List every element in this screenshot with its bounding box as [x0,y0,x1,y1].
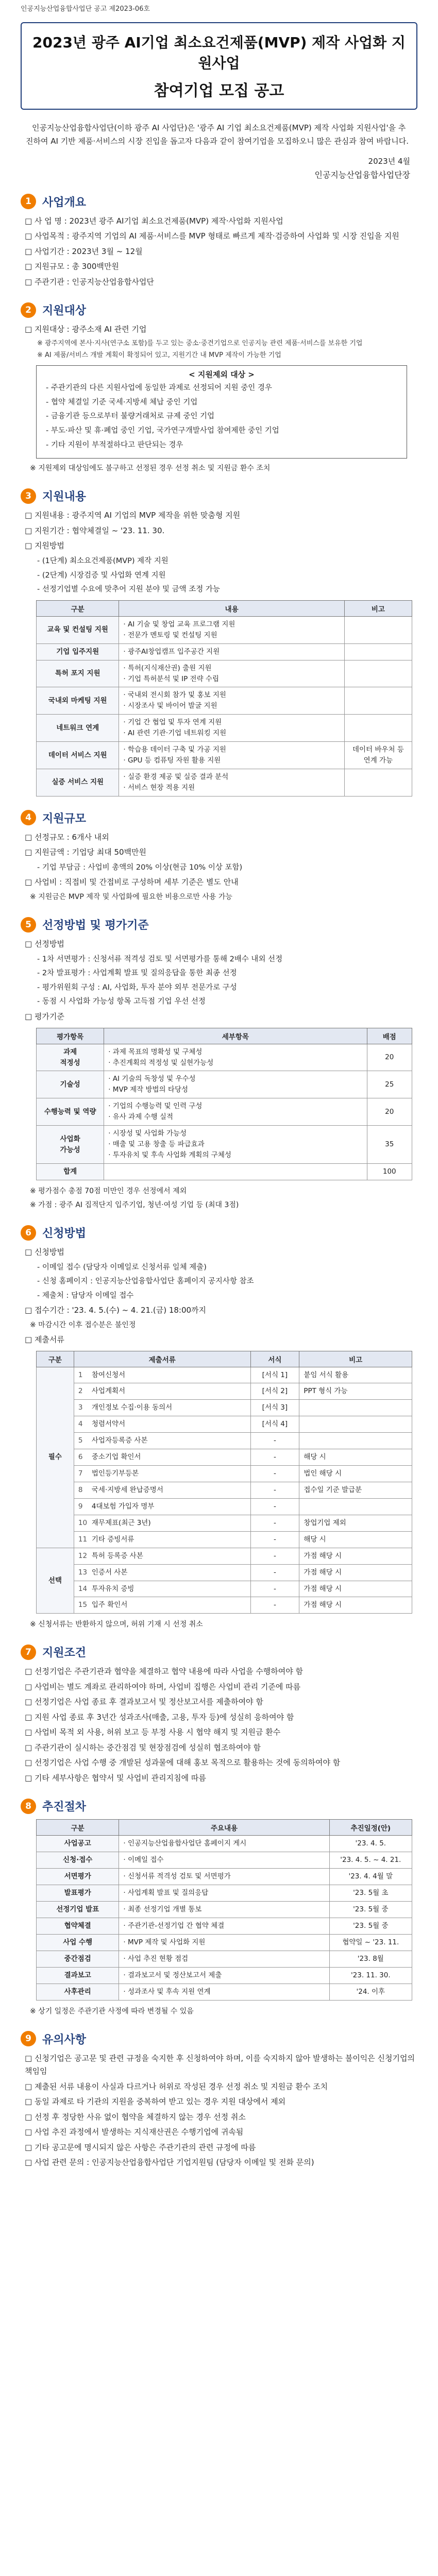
section-note: ※ 광주지역에 본사·지사(연구소 포함)를 두고 있는 중소·중견기업으로 인공지능 관련 제품·서비스를 보유한 기업 [37,339,363,347]
table-cell-content: · 학습용 데이터 구축 및 가공 지원 · GPU 등 컴퓨팅 자원 활용 지원 [119,742,344,769]
section-note: ※ 상기 일정은 주관기관 사정에 따라 변경될 수 있음 [30,2007,194,2015]
table-row [37,1515,412,1531]
section-number-badge: 3 [21,488,36,504]
table-cell-document [74,1531,250,1548]
schedule-content: · 주관기관-선정기업 간 협약 체결 [119,1918,329,1935]
schedule-table-wrap [36,1819,412,2000]
section-item: □ 사 업 명 : 2023년 광주 AI기업 최소요건제품(MVP) 제작·사업화 지원사업 [25,216,283,226]
section-item: □ 선정기업은 사업 수행 중 개발된 성과물에 대해 홍보 목적으로 활용하는 것에 동의하여야 함 [25,1758,341,1768]
table-cell-detail: · 과제 목표의 명확성 및 구체성 · 추진계획의 적정성 및 실현가능성 [104,1044,367,1071]
schedule-content: · 이메일 접수 [119,1852,329,1869]
table-cell-category: 교육 및 컨설팅 지원 [37,616,119,643]
document-name: 사업자등록증 사본 [91,1436,148,1445]
section-note: ※ 지원제외 대상임에도 불구하고 선정된 경우 선정 취소 및 지원금 환수 조치 [30,464,271,473]
schedule-content: · 최종 선정기업 개별 통보 [119,1902,329,1918]
table-cell-document [74,1400,250,1416]
table-cell-note [344,643,412,660]
section-item: □ 주관기관이 실시하는 중간점검 및 현장점검에 성실히 협조하여야 함 [25,1742,261,1752]
table-cell-note: 가점 해당 시 [299,1548,412,1564]
section-item: □ 지원대상 : 광주소재 AI 관련 기업 [25,325,147,334]
section-title: 유의사항 [42,2033,87,2046]
section-title: 지원규모 [42,812,87,825]
table-cell-content: · 기업 간 협업 및 투자 연계 지원 · AI 관련 기관·기업 네트워킹 지원 [119,715,344,742]
table-cell-document [74,1498,250,1515]
table-row [37,1400,412,1416]
schedule-content: · 결과보고서 및 정산보고서 제출 [119,1967,329,1984]
evaluation-table-wrap [36,1028,412,1180]
table-cell-category: 기업 입주지원 [37,643,119,660]
table-cell-form: [서식 1] [250,1367,299,1383]
section-item: □ 사업비는 별도 계좌로 관리하여야 하며, 사업비 집행은 사업비 관리 기준에 따름 [25,1682,301,1691]
section-subitem: - 이메일 접수 (담당자 이메일로 신청서류 일체 제출) [37,1263,207,1272]
table-cell-note: 해당 시 [299,1449,412,1466]
document-name: 개인정보 수집·이용 동의서 [91,1403,173,1412]
notice-title-line1: 2023년 광주 AI기업 최소요건제품(MVP) 제작 사업화 지원사업 [32,34,406,72]
table-header: 비고 [299,1351,412,1367]
schedule-table [36,1819,412,2000]
notice-number: 인공지능산업융합사업단 공고 제2023-06호 [21,5,150,13]
document-name: 중소기업 확인서 [91,1453,141,1462]
section-item: □ 선정규모 : 6개사 내외 [25,832,109,842]
table-cell-note: 붙임 서식 활용 [299,1367,412,1383]
section-number-badge: 5 [21,917,36,933]
section-number-badge: 8 [21,1799,36,1814]
table-row [37,1044,412,1071]
section-title: 신청방법 [42,1227,87,1240]
section-title: 선정방법 및 평가기준 [42,919,149,933]
document-number: 5 [78,1436,83,1445]
table-cell-content: · AI 기술 및 창업 교육 프로그램 지원 · 전문가 멘토링 및 컨설팅 지원 [119,616,344,643]
table-row [37,1163,412,1180]
section-item: □ 주관기관 : 인공지능산업융합사업단 [25,277,154,286]
schedule-row [37,1902,412,1918]
table-cell-note: 창업기업 제외 [299,1515,412,1531]
table-cell-form: - [250,1433,299,1449]
schedule-step: 협약체결 [37,1918,119,1935]
table-cell-group: 필수 [37,1367,74,1548]
schedule-step: 사업 수행 [37,1934,119,1951]
schedule-step: 신청·접수 [37,1852,119,1869]
lead-paragraph: 인공지능산업융합사업단(이하 광주 AI 사업단)은 '광주 AI 기업 최소요건제품(MVP) 제작 사업화 지원사업'을 추진하여 AI 기반 제품·서비스의 시장 진입을 돕고자 다음과 같이 참여기업을 모집하오니 많은 관심과 참여 바랍니다. [26,123,409,146]
table-header: 배점 [367,1028,412,1044]
document-number: 13 [78,1568,88,1577]
schedule-content: · 사업 추진 현황 점검 [119,1951,329,1967]
table-cell-form: - [250,1449,299,1466]
section-subitem: - (1단계) 최소요건제품(MVP) 제작 지원 [37,556,169,565]
schedule-date: '23. 4. 5. ~ 4. 21. [329,1852,412,1869]
exclusion-item: - 부도·파산 및 휴·폐업 중인 기업, 국가연구개발사업 참여제한 중인 기업 [46,427,279,435]
schedule-row [37,1852,412,1869]
table-cell-form: - [250,1515,299,1531]
table-row [37,643,412,660]
table-header: 구분 [37,1820,119,1836]
section-item: □ 사업기간 : 2023년 3월 ~ 12월 [25,246,143,256]
table-cell-document [74,1548,250,1564]
exclusion-item: - 금융기관 등으로부터 불량거래처로 규제 중인 기업 [46,412,215,421]
table-header: 평가항목 [37,1028,104,1044]
section-9-header [21,2031,417,2047]
section-title: 지원대상 [42,304,87,317]
section-item: □ 신청기업은 공고문 및 관련 규정을 숙지한 후 신청하여야 하며, 이를 숙지하지 않아 발생하는 불이익은 신청기업의 책임임 [25,2053,415,2076]
table-row [37,742,412,769]
table-row [37,1466,412,1482]
document-name: 청렴서약서 [91,1420,126,1429]
document-number: 15 [78,1601,88,1609]
section-subitem: - 기업 부담금 : 사업비 총액의 20% 이상(현금 10% 이상 포함) [37,863,243,872]
section-subitem: - 2차 발표평가 : 사업계획 발표 및 질의응답을 통한 최종 선정 [37,969,237,978]
section-number-badge: 9 [21,2031,36,2046]
table-row [37,1597,412,1614]
section-item: □ 선정방법 [25,939,64,949]
table-cell-note [344,687,412,715]
table-cell-document [74,1416,250,1433]
section-subitem: - 신청 홈페이지 : 인공지능산업융합사업단 홈페이지 공지사항 참조 [37,1277,254,1286]
table-cell-document [74,1449,250,1466]
schedule-row [37,1934,412,1951]
exclusion-box [36,365,407,459]
support-content-table-wrap [36,600,412,796]
section-item: □ 사업목적 : 광주지역 기업의 AI 제품·서비스를 MVP 형태로 빠르게 제작·검증하여 사업화 및 시장 진입을 지원 [25,231,399,241]
support-content-table [36,600,412,796]
table-row [37,715,412,742]
section-subitem: - (2단계) 시장검증 및 사업화 연계 지원 [37,571,166,580]
table-row [37,1531,412,1548]
table-row [37,1416,412,1433]
table-cell-document [74,1581,250,1597]
table-cell-note: 접수일 기준 발급분 [299,1482,412,1498]
document-name: 4대보험 가입자 명부 [91,1502,155,1511]
table-header: 내용 [119,600,344,616]
table-cell-note [299,1400,412,1416]
table-row [37,1367,412,1383]
section-number-badge: 7 [21,1645,36,1660]
table-cell-document [74,1597,250,1614]
table-cell-note [299,1498,412,1515]
section-item: □ 지원기간 : 협약체결일 ~ '23. 11. 30. [25,526,165,535]
schedule-step: 사업공고 [37,1836,119,1852]
section-subitem: - 동점 시 사업화 가능성 항목 고득점 기업 우선 선정 [37,997,206,1006]
document-name: 기타 증빙서류 [91,1535,134,1544]
section-3-header [21,488,417,504]
exclusion-item: - 기타 지원이 부적절하다고 판단되는 경우 [46,440,183,449]
schedule-date: '23. 11. 30. [329,1967,412,1984]
table-header: 서식 [250,1351,299,1367]
table-cell-document [74,1515,250,1531]
table-cell-form: - [250,1548,299,1564]
table-cell-score: 20 [367,1098,412,1126]
schedule-content: · MVP 제작 및 사업화 지원 [119,1934,329,1951]
schedule-row [37,1984,412,2000]
notice-title-line2: 참여기업 모집 공고 [154,82,284,100]
table-cell-note [344,660,412,687]
section-item: □ 지원내용 : 광주지역 AI 기업의 MVP 제작을 위한 맞춤형 지원 [25,511,241,520]
section-note: ※ 지원금은 MVP 제작 및 사업화에 필요한 비용으로만 사용 가능 [30,892,232,901]
document-number: 6 [78,1453,83,1462]
table-cell-criterion: 수행능력 및 역량 [37,1098,104,1126]
schedule-content: · 성과조사 및 후속 지원 연계 [119,1984,329,2000]
document-number: 8 [78,1485,83,1494]
section-8-header [21,1798,417,1814]
table-cell-note: 가점 해당 시 [299,1597,412,1614]
section-number-badge: 6 [21,1225,36,1241]
table-cell-criterion: 합계 [37,1163,104,1180]
schedule-date: '23. 4. 4월 말 [329,1869,412,1885]
table-cell-content: · 국내외 전시회 참가 및 홍보 지원 · 시장조사 및 바이어 발굴 지원 [119,687,344,715]
table-header: 주요내용 [119,1820,329,1836]
document-number: 11 [78,1535,88,1544]
section-item: □ 지원금액 : 기업당 최대 50백만원 [25,848,147,857]
section-item: □ 평가기준 [25,1012,64,1022]
section-note: ※ 마감시간 이후 접수분은 불인정 [30,1320,136,1329]
table-cell-document [74,1482,250,1498]
schedule-date: 협약일 ~ '23. 11. [329,1934,412,1951]
table-row [37,1548,412,1564]
schedule-row [37,1918,412,1935]
table-cell-criterion: 기술성 [37,1071,104,1098]
table-cell-form: - [250,1564,299,1581]
schedule-date: '24. 이후 [329,1984,412,2000]
table-header: 비고 [344,600,412,616]
document-number: 12 [78,1551,88,1560]
table-row [37,1482,412,1498]
schedule-content: · 사업계획 발표 및 질의응답 [119,1885,329,1902]
schedule-row [37,1869,412,1885]
document-number: 10 [78,1518,88,1527]
table-cell-note [344,715,412,742]
table-cell-content: · 광주AI창업캠프 입주공간 지원 [119,643,344,660]
table-cell-form: - [250,1531,299,1548]
table-row [37,1449,412,1466]
table-cell-form: [서식 3] [250,1400,299,1416]
table-cell-category: 네트워크 연계 [37,715,119,742]
table-cell-detail: · 시장성 및 사업화 가능성 · 매출 및 고용 창출 등 파급효과 · 투자유치 및 후속 사업화 계획의 구체성 [104,1126,367,1164]
table-cell-document [74,1466,250,1482]
table-header: 추진일정(안) [329,1820,412,1836]
section-item: □ 선정 후 정당한 사유 없이 협약을 체결하지 않는 경우 선정 취소 [25,2112,246,2122]
table-header: 구분 [37,1351,74,1367]
schedule-step: 발표평가 [37,1885,119,1902]
schedule-row [37,1967,412,1984]
schedule-step: 서면평가 [37,1869,119,1885]
table-row [37,1383,412,1400]
schedule-date: '23. 4. 5. [329,1836,412,1852]
table-cell-category: 국내외 마케팅 지원 [37,687,119,715]
table-cell-form: - [250,1498,299,1515]
schedule-content: · 신청서류 적격성 검토 및 서면평가 [119,1869,329,1885]
section-6-header [21,1225,417,1241]
document-number: 3 [78,1403,83,1412]
table-cell-document [74,1433,250,1449]
table-cell-criterion: 과제 적정성 [37,1044,104,1071]
section-5-header [21,917,417,933]
section-item: □ 제출서류 [25,1335,64,1345]
section-note: ※ 신청서류는 반환하지 않으며, 허위 기재 시 선정 취소 [30,1620,203,1629]
table-cell-score: 25 [367,1071,412,1098]
documents-table [36,1351,412,1614]
section-item: □ 사업 관련 문의 : 인공지능산업융합사업단 기업지원팀 (담당자 이메일 및 전화 문의) [25,2158,314,2167]
section-item: □ 사업 추진 과정에서 발생하는 지식재산권은 수행기업에 귀속됨 [25,2127,244,2137]
table-cell-group: 선택 [37,1548,74,1614]
section-title: 지원조건 [42,1647,87,1660]
table-cell-note: PPT 형식 가능 [299,1383,412,1400]
section-item: □ 제출된 서류 내용이 사실과 다르거나 허위로 작성된 경우 선정 취소 및 지원금 환수 조치 [25,2081,328,2091]
schedule-date: '23. 5월 중 [329,1902,412,1918]
table-row [37,1581,412,1597]
notice-date: 2023년 4월 [368,156,410,166]
section-number-badge: 2 [21,302,36,318]
section-2-header [21,302,417,318]
schedule-step: 사후관리 [37,1984,119,2000]
schedule-step: 선정기업 발표 [37,1902,119,1918]
table-cell-note: 데이터 바우처 등 연계 가능 [344,742,412,769]
table-cell-note: 법인 해당 시 [299,1466,412,1482]
table-row [37,616,412,643]
document-name: 입주 확인서 [91,1601,128,1609]
table-cell-score: 20 [367,1044,412,1071]
document-number: 2 [78,1387,83,1396]
table-row [37,1564,412,1581]
document-name: 특허 등록증 사본 [91,1551,143,1560]
table-cell-category: 데이터 서비스 지원 [37,742,119,769]
table-row [37,1071,412,1098]
schedule-step: 중간점검 [37,1951,119,1967]
section-title: 지원내용 [42,490,87,504]
document-name: 사업계획서 [91,1387,126,1396]
document-number: 4 [78,1420,83,1429]
exclusion-item: - 주관기관의 다른 지원사업에 동일한 과제로 선정되어 지원 중인 경우 [46,384,272,393]
section-item: □ 사업비 목적 외 사용, 허위 보고 등 부정 사용 시 협약 해지 및 지원금 환수 [25,1727,281,1737]
table-cell-form: [서식 4] [250,1416,299,1433]
table-cell-note [299,1433,412,1449]
table-cell-score: 100 [367,1163,412,1180]
section-note: ※ AI 제품/서비스 개발 계획이 확정되어 있고, 지원기간 내 MVP 제작이 가능한 기업 [37,351,281,360]
document-number: 9 [78,1502,83,1511]
schedule-row [37,1885,412,1902]
table-cell-note [299,1416,412,1433]
table-cell-detail: · AI 기술의 독창성 및 우수성 · MVP 제작 방법의 타당성 [104,1071,367,1098]
issuing-organization: 인공지능산업융합사업단장 [314,170,410,180]
document-name: 참여신청서 [91,1370,126,1379]
section-item: □ 지원방법 [25,541,64,551]
table-cell-detail [104,1163,367,1180]
section-item: □ 기타 공고문에 명시되지 않은 사항은 주관기관의 관련 규정에 따름 [25,2142,256,2152]
table-cell-content: · 실증 환경 제공 및 실증 결과 분석 · 서비스 현장 적용 지원 [119,769,344,796]
document-number: 14 [78,1584,88,1593]
table-cell-form: [서식 2] [250,1383,299,1400]
section-item: □ 지원 사업 종료 후 3년간 성과조사(매출, 고용, 투자 등)에 성실히 응하여야 함 [25,1712,294,1722]
section-item: □ 선정기업은 사업 종료 후 결과보고서 및 정산보고서를 제출하여야 함 [25,1697,263,1707]
table-cell-document [74,1564,250,1581]
section-number-badge: 1 [21,194,36,209]
table-cell-note [344,769,412,796]
table-cell-score: 35 [367,1126,412,1164]
title-box [21,22,417,110]
table-cell-document [74,1383,250,1400]
section-item: □ 지원규모 : 총 300백만원 [25,262,119,271]
table-cell-form: - [250,1597,299,1614]
table-cell-criterion: 사업화 가능성 [37,1126,104,1164]
schedule-date: '23. 8월 [329,1951,412,1967]
document-name: 법인등기부등본 [91,1469,139,1478]
schedule-date: '23. 5월 초 [329,1885,412,1902]
section-item: □ 접수기간 : '23. 4. 5.(수) ~ 4. 21.(금) 18:00까지 [25,1306,207,1315]
document-number: 7 [78,1469,83,1478]
table-cell-category: 특허 포지 지원 [37,660,119,687]
section-note: ※ 가점 : 광주 AI 집적단지 입주기업, 청년·여성 기업 등 (최대 3점) [30,1200,239,1209]
schedule-table-body [37,1836,412,2000]
section-7-header [21,1644,417,1660]
section-item: □ 사업비 : 직접비 및 간접비로 구성하며 세부 기준은 별도 안내 [25,877,239,887]
table-row [37,1498,412,1515]
section-subitem: - 선정기업별 수요에 맞추어 지원 분야 및 금액 조정 가능 [37,585,220,594]
table-row [37,1433,412,1449]
schedule-date: '23. 5월 중 [329,1918,412,1935]
documents-table-wrap [36,1351,412,1614]
section-subitem: - 1차 서면평가 : 신청서류 적격성 검토 및 서면평가를 통해 2배수 내외 선정 [37,955,283,963]
table-cell-note: 가점 해당 시 [299,1564,412,1581]
table-cell-note: 가점 해당 시 [299,1581,412,1597]
section-title: 추진절차 [42,1801,87,1814]
exclusion-box-title: < 지원제외 대상 > [189,370,255,380]
table-header: 제출서류 [74,1351,250,1367]
section-item: □ 선정기업은 주관기관과 협약을 체결하고 협약 내용에 따라 사업을 수행하여야 함 [25,1667,304,1676]
table-cell-detail: · 기업의 수행능력 및 인력 구성 · 유사 과제 수행 실적 [104,1098,367,1126]
table-cell-content: · 특허(지식재산권) 출원 지원 · 기업 특허분석 및 IP 전략 수립 [119,660,344,687]
section-number-badge: 4 [21,810,36,825]
table-cell-form: - [250,1482,299,1498]
document-name: 인증서 사본 [91,1568,128,1577]
schedule-content: · 인공지능산업융합사업단 홈페이지 게시 [119,1836,329,1852]
table-cell-form: - [250,1581,299,1597]
section-subitem: - 제출처 : 담당자 이메일 접수 [37,1291,134,1300]
document-number: 1 [78,1370,83,1379]
section-1-header [21,194,417,210]
document-name: 투자유치 증빙 [91,1584,134,1593]
section-item: □ 기타 세부사항은 협약서 및 사업비 관리지침에 따름 [25,1773,206,1783]
table-row [37,1098,412,1126]
table-cell-form: - [250,1466,299,1482]
section-4-header [21,810,417,826]
document-name: 국세·지방세 완납증명서 [91,1485,163,1494]
exclusion-item: - 협약 체결일 기준 국세·지방세 체납 중인 기업 [46,398,198,406]
support-content-table-body [37,616,412,796]
section-subitem: - 평가위원회 구성 : AI, 사업화, 투자 분야 외부 전문가로 구성 [37,983,237,992]
evaluation-table [36,1028,412,1180]
schedule-row [37,1836,412,1852]
section-item: □ 신청방법 [25,1247,64,1257]
section-item: □ 동일 과제로 타 기관의 지원을 중복하여 받고 있는 경우 지원 대상에서 제외 [25,2097,286,2107]
evaluation-table-body [37,1044,412,1180]
table-header: 구분 [37,600,119,616]
table-cell-document [74,1367,250,1383]
section-title: 사업개요 [42,196,87,209]
table-row [37,660,412,687]
table-cell-category: 실증 서비스 지원 [37,769,119,796]
table-cell-note [344,616,412,643]
table-row [37,769,412,796]
schedule-step: 결과보고 [37,1967,119,1984]
table-cell-note: 해당 시 [299,1531,412,1548]
table-row [37,687,412,715]
document-name: 재무제표(최근 3년) [91,1518,151,1527]
documents-table-body [37,1367,412,1614]
table-row [37,1126,412,1164]
schedule-row [37,1951,412,1967]
section-note: ※ 평가점수 총점 70점 미만인 경우 선정에서 제외 [30,1187,187,1195]
table-header: 세부항목 [104,1028,367,1044]
